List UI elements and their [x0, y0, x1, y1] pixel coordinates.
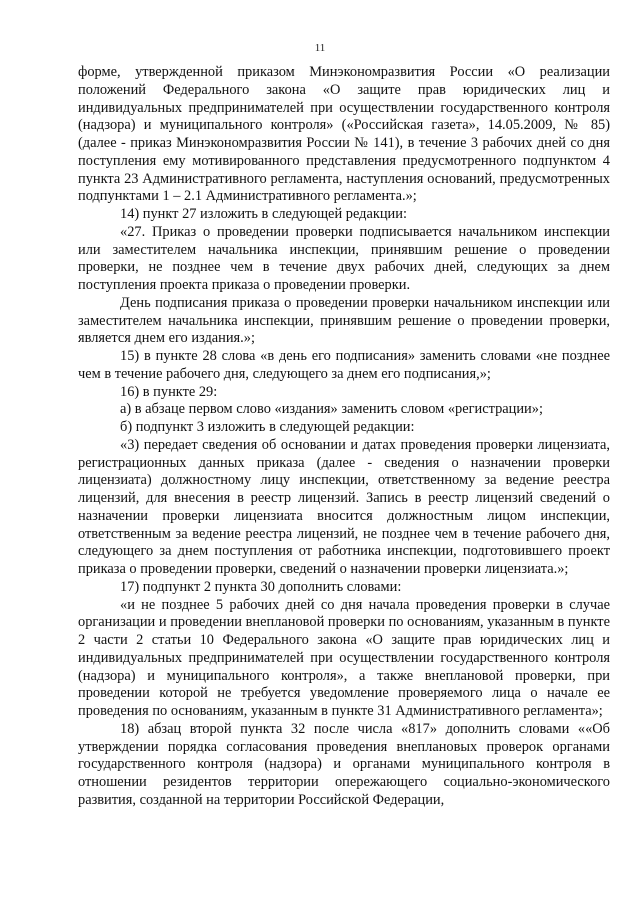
- paragraph-item-16a: а) в абзаце первом слово «издания» заменить словом «регистрации»;: [120, 401, 543, 418]
- paragraph-item-16b: б) подпункт 3 изложить в следующей редакции:: [120, 419, 415, 435]
- paragraph-item-17-text: «и не позднее 5 рабочих дней со дня начала проведения проверки в случае организации и проведении внеплановой проверки по основаниям, указанным в пункте 2 части 2 статьи 10 Федерального закона «О защите прав юридических лиц и индивидуальных предпринимателей при осуществлении государственного контроля (надзора) и муниципального контроля», а также внеплановой проверки, при проведении которой не требуется уведомление проверяемого лица о начале ее проведения по основаниям, указанным в пункте 31 Административного регламента»;: [78, 596, 610, 719]
- paragraph-item-27-text: «27. Приказ о проведении проверки подписывается начальником инспекции или заместителем начальника инспекции, принявшим решение о проведении проверки, не позднее чем в течение двух рабочих дней, следующих за днем поступления проекта приказа о проведении проверки.: [78, 223, 610, 293]
- paragraph-item-15: 15) в пункте 28 слова «в день его подписания» заменить словами «не позднее чем в течение рабочего дня, следующего за днем его подписания,»;: [78, 348, 610, 382]
- paragraph-item-17: 17) подпункт 2 пункта 30 дополнить словами:: [120, 578, 402, 595]
- paragraph-item-14: 14) пункт 27 изложить в следующей редакции:: [120, 206, 407, 222]
- paragraph-item-18: 18) абзац второй пункта 32 после числа «817» дополнить словами ««Об утверждении порядка согласования проведения внеплановых проверок органами государственного контроля (надзора) и органами муниципального контроля в отношении резидентов территории опережающего социально-экономического развития, созданной на территории Российской Федерации,: [78, 720, 610, 808]
- document-body: [78, 64, 610, 810]
- paragraph-signing-day: День подписания приказа о проведении проверки начальником инспекции или заместителем начальника инспекции, принявшим решение о проведении проверки, является днем его издания.»;: [78, 294, 610, 347]
- paragraph-item-16: 16) в пункте 29:: [120, 383, 218, 400]
- paragraph-continuation: форме, утвержденной приказом Минэкономразвития России «О реализации положений Федерального закона «О защите прав юридических лиц и индивидуальных предпринимателей при осуществлении государственного контроля (надзора) и муниципального контроля» («Российская газета», 14.05.2009, № 85) (далее - приказ Минэкономразвития России № 141), в течение 3 рабочих дней со дня поступления ему мотивированного представления предусмотренного подпунктом 4 пункта 23 Административного регламента, наступления оснований, предусмотренных подпунктами 1 – 2.1 Административного регламента.»;: [78, 64, 610, 205]
- page-number: 11: [314, 42, 326, 54]
- paragraph-subitem-3-text: «3) передает сведения об основании и датах проведения проверки лицензиата, регистрационных данных приказа (далее - сведения о назначении проверки лицензиата) должностному лицу инспекции, ответственному за ведение реестра лицензий, для внесения в реестр лицензий. Запись в реестр лицензий сведений о назначении проверки лицензиата вносится должностным лицом инспекции, ответственным за ведение реестра лицензий, не позднее чем в течение рабочего дня, следующего за днем поступления от работника инспекции, подготовившего проект приказа о проведении проверки, сведений о назначении проверки лицензиата.»;: [78, 436, 610, 577]
